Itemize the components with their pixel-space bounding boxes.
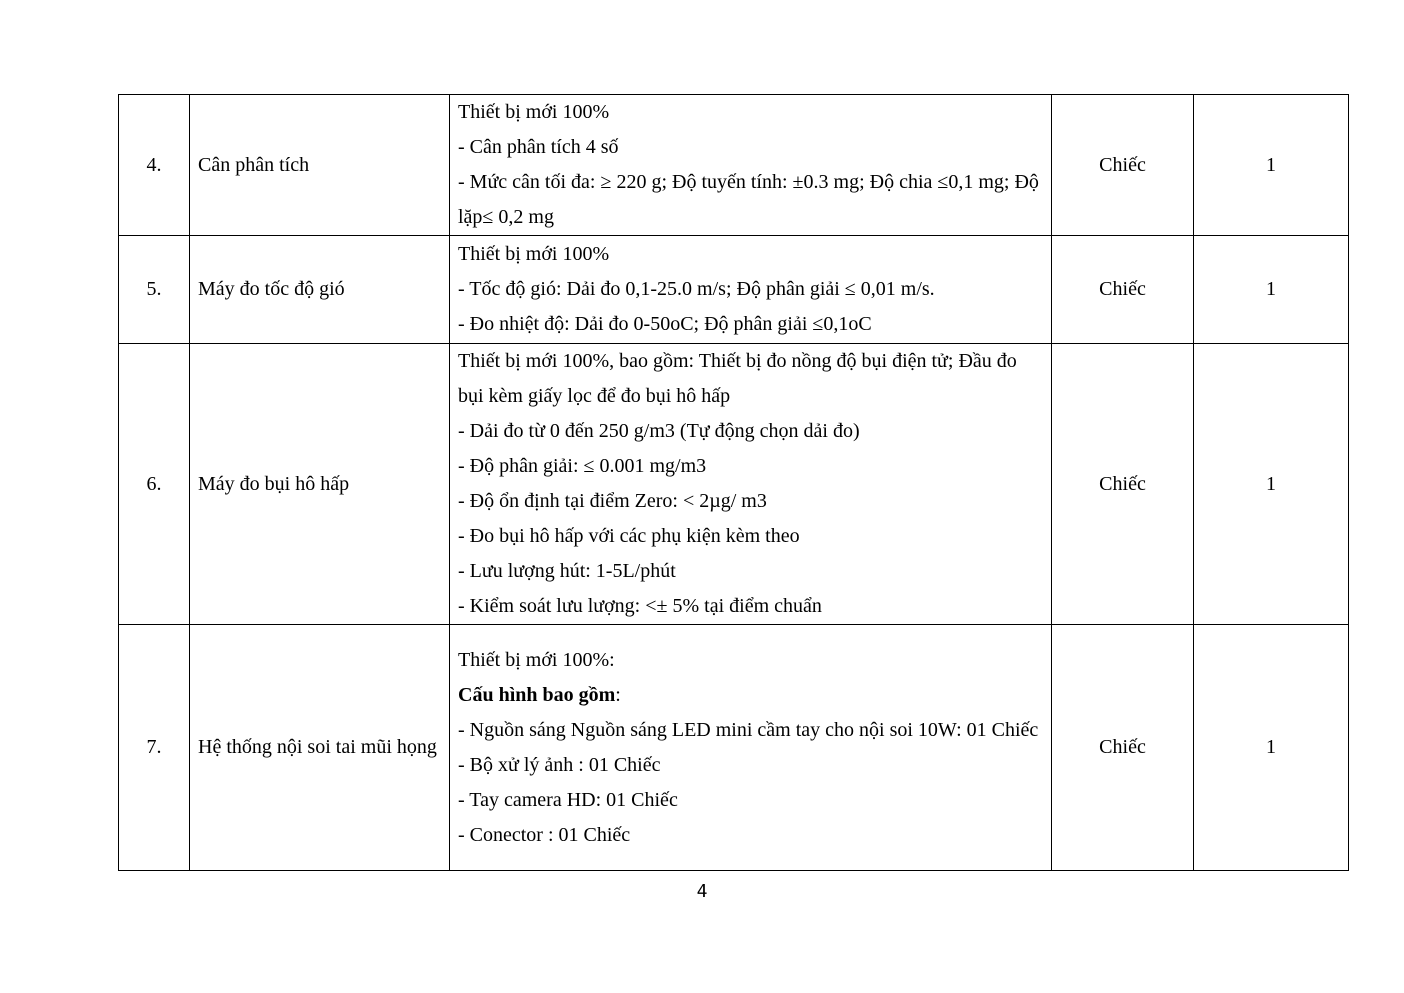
equipment-spec [450,236,1052,344]
row-number: 5. [119,236,190,344]
spec-line: - Lưu lượng hút: 1-5L/phút [458,560,676,582]
spec-line: - Dải đo từ 0 đến 250 g/m3 (Tự động chọn dải đo) [458,420,860,442]
spec-line: - Kiểm soát lưu lượng: <± 5% tại điểm chuẩn [458,595,822,617]
quantity: 1 [1194,625,1349,871]
spec-line: - Nguồn sáng Nguồn sáng LED mini cầm tay cho nội soi 10W: 01 Chiếc [458,718,1039,741]
table-row [119,344,1349,625]
unit: Chiếc [1052,625,1194,871]
spec-line: Thiết bị mới 100%, bao gồm: Thiết bị đo nồng độ bụi điện tử; Đầu đo bụi kèm giấy lọc để đo bụi hô hấp [458,350,1017,407]
table-row [119,95,1349,236]
spec-intro: Thiết bị mới 100%: [458,648,615,671]
equipment-spec [450,344,1052,625]
spec-line: - Độ phân giải: ≤ 0.001 mg/m3 [458,455,707,477]
equipment-name: Hệ thống nội soi tai mũi họng [190,625,450,871]
table-row [119,236,1349,344]
spec-line: Thiết bị mới 100% [458,243,610,265]
quantity: 1 [1194,344,1349,625]
equipment-name: Máy đo bụi hô hấp [190,344,450,625]
unit: Chiếc [1052,95,1194,236]
spec-line: - Mức cân tối đa: ≥ 220 g; Độ tuyến tính: ±0.3 mg; Độ chia ≤0,1 mg; Độ lặp≤ 0,2 mg [458,171,1039,228]
spec-line: - Đo bụi hô hấp với các phụ kiện kèm theo [458,525,800,547]
equipment-name: Máy đo tốc độ gió [190,236,450,344]
unit: Chiếc [1052,344,1194,625]
row-number: 7. [119,625,190,871]
spec-line: - Conector : 01 Chiếc [458,823,631,846]
row-number: 4. [119,95,190,236]
spec-line: Thiết bị mới 100% [458,101,610,123]
spec-line: - Tốc độ gió: Dải đo 0,1-25.0 m/s; Độ phân giải ≤ 0,01 m/s. [458,278,935,300]
equipment-name: Cân phân tích [190,95,450,236]
page-number: 4 [696,881,708,902]
equipment-spec-table [118,94,1349,871]
row-number: 6. [119,344,190,625]
spec-line: - Bộ xử lý ảnh : 01 Chiếc [458,753,661,776]
spec-line: - Cân phân tích 4 số [458,136,619,158]
unit: Chiếc [1052,236,1194,344]
quantity: 1 [1194,236,1349,344]
spec-line: - Tay camera HD: 01 Chiếc [458,788,678,811]
spec-config-suffix: : [615,683,621,706]
spec-config-label: Cấu hình bao gồm [458,683,616,706]
table-row [119,625,1349,871]
spec-config-heading [458,678,1043,713]
spec-line: - Đo nhiệt độ: Dải đo 0-50oC; Độ phân giải ≤0,1oC [458,313,872,335]
equipment-spec [450,625,1052,871]
spec-line: - Độ ổn định tại điểm Zero: < 2µg/ m3 [458,490,767,512]
equipment-spec [450,95,1052,236]
quantity: 1 [1194,95,1349,236]
